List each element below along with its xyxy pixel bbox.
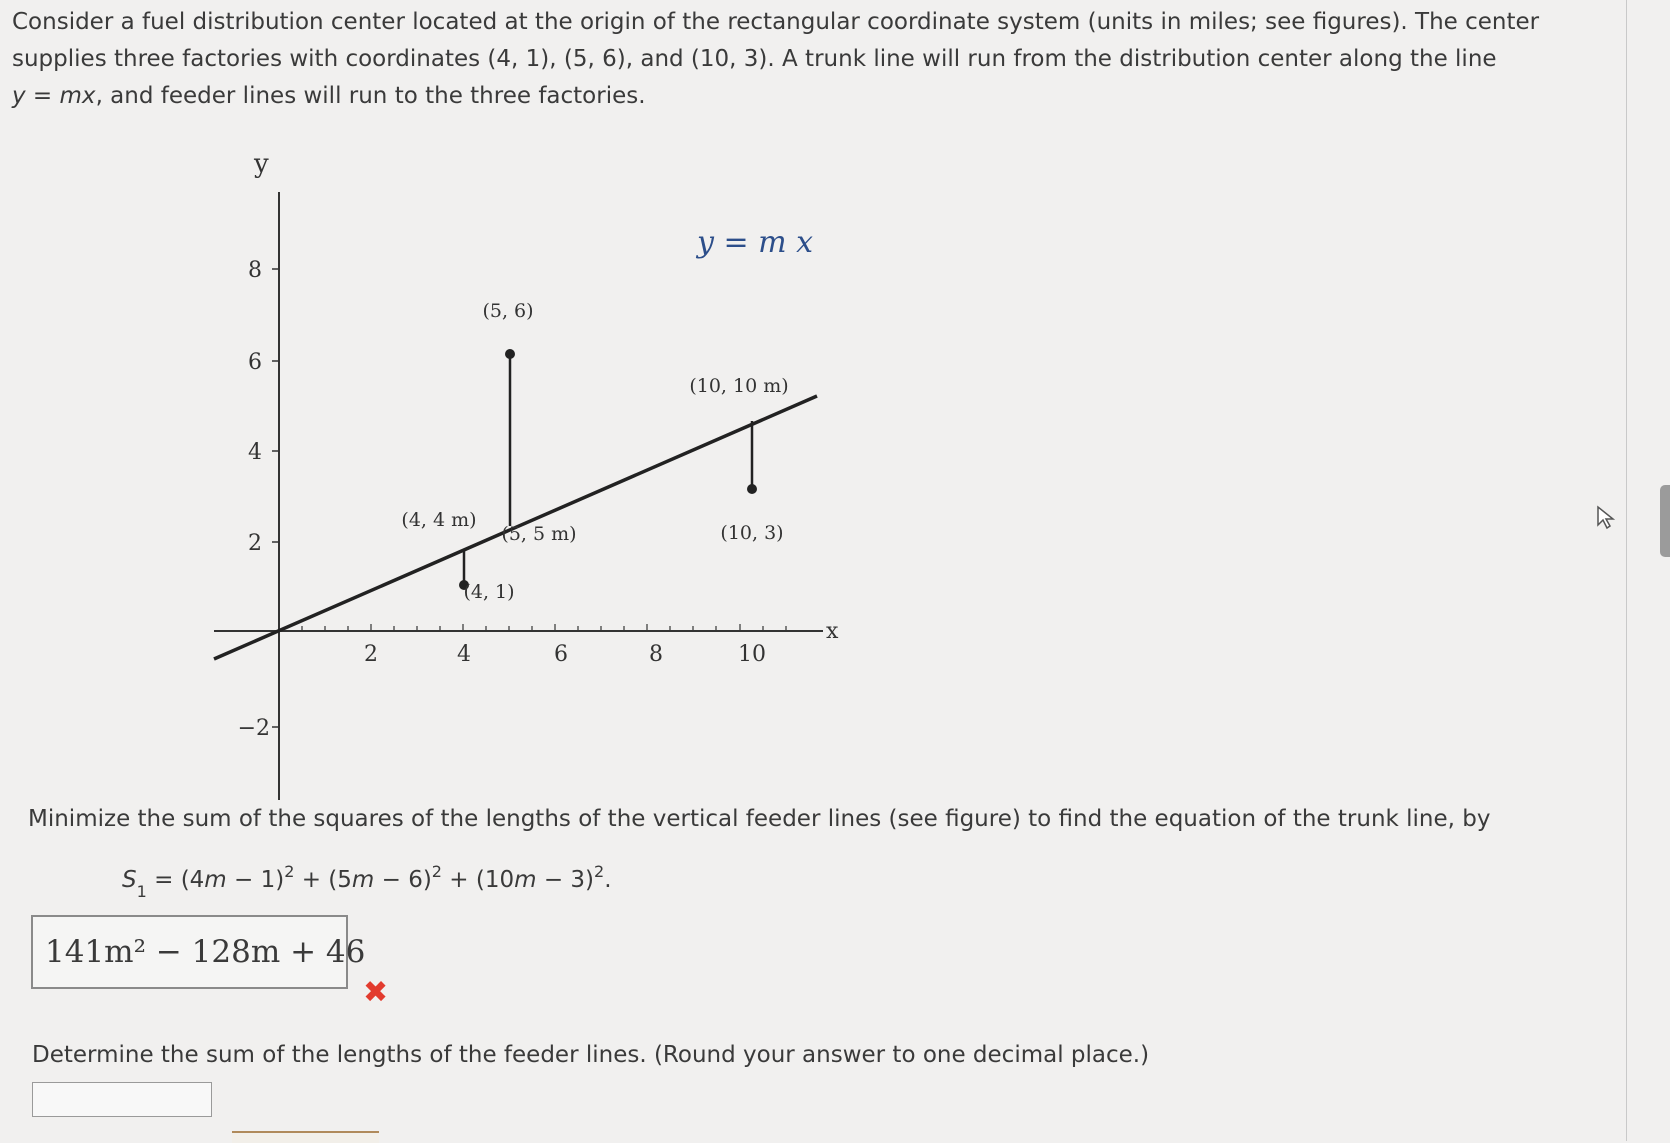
factory-point-5-6: [505, 349, 515, 359]
point-label-5-5m: (5, 5 m): [501, 523, 577, 545]
x-tick-label: 2: [364, 642, 378, 667]
x-tick-label: 6: [554, 642, 568, 667]
factory-point-10-3: [747, 484, 757, 494]
intro-line-3: y = mx, and feeder lines will run to the three factories.: [12, 83, 646, 109]
point-label-4-4m: (4, 4 m): [401, 509, 477, 531]
y-tick-label: 2: [248, 531, 262, 556]
y-tick-label: 4: [248, 440, 262, 465]
y-tick-label: 6: [248, 350, 262, 375]
x-tick-label: 10: [738, 642, 766, 667]
point-label-10-10m: (10, 10 m): [689, 375, 789, 397]
x-axis-label: x: [826, 619, 839, 644]
point-label-4-1: (4, 1): [463, 581, 515, 603]
part1-answer-field[interactable]: 141m² − 128m + 46: [31, 915, 348, 989]
y-axis-label: y: [254, 149, 269, 179]
sum-of-squares-formula: $S_1 = (4m - 1)^2 + (5m - 6)^2 + (10m - 3)^2$.: [122, 862, 612, 901]
line-label: y = m x: [697, 225, 814, 260]
x-tick-label: 8: [649, 642, 663, 667]
part2-question: Determine the sum of the lengths of the feeder lines. (Round your answer to one decimal place.): [32, 1042, 1150, 1068]
part1-instruction: Minimize the sum of the squares of the lengths of the vertical feeder lines (see figure) to find the equation of the trunk line, by: [28, 806, 1491, 832]
point-label-5-6: (5, 6): [482, 300, 534, 322]
point-label-10-3: (10, 3): [720, 522, 784, 544]
x-tick-label: 4: [457, 642, 471, 667]
y-tick-label: −2: [237, 716, 270, 741]
submit-button[interactable]: [232, 1131, 379, 1143]
y-tick-label: 8: [248, 258, 262, 283]
intro-line-2: supplies three factories with coordinates (4, 1), (5, 6), and (10, 3). A trunk line will run from the distribution center along the line: [12, 46, 1497, 72]
intro-line-1: Consider a fuel distribution center located at the origin of the rectangular coordinate system (units in miles; see figures). The center: [12, 9, 1540, 35]
incorrect-x-icon: ✖: [363, 975, 389, 1010]
part2-answer-field[interactable]: [32, 1082, 212, 1117]
